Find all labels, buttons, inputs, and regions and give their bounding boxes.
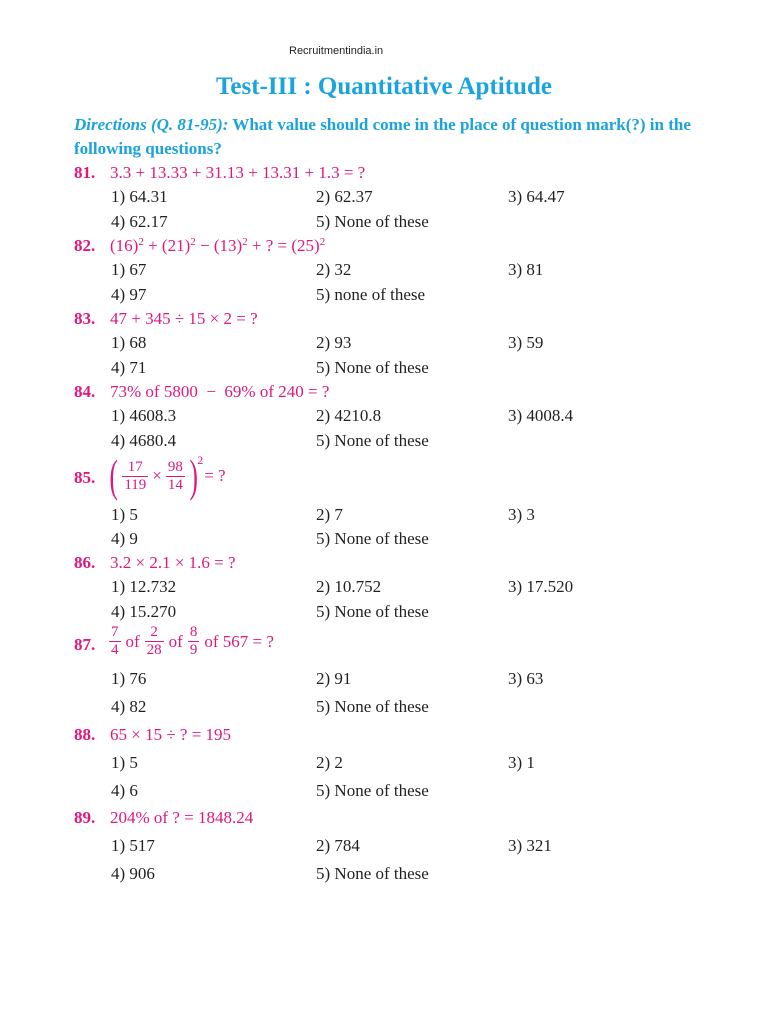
fraction: $\frac{8}{9}$ [189, 624, 198, 658]
question-text: 3.2 × 2.1 × 1.6 = ? [110, 553, 236, 572]
option: 5) None of these [316, 431, 429, 450]
option: 2) 7 [316, 505, 343, 524]
exponent: 2 [197, 453, 204, 467]
site-watermark: Recruitmentindia.in [289, 45, 384, 57]
option: 3) 81 [508, 260, 544, 279]
option: 1) 67 [111, 260, 147, 279]
option: 2) 32 [316, 260, 352, 279]
question-text: $(16)^2 + (21)^2 - (13)^2$ + ? = $(25)^2$ [110, 236, 326, 255]
option: 2) 91 [316, 669, 352, 688]
option: 2) 784 [316, 836, 360, 855]
fraction: $\frac{7}{4}$ [111, 624, 119, 658]
option: 1) 64.31 [111, 187, 168, 206]
question-number: 86. [74, 553, 96, 572]
option: 3) 3 [508, 505, 535, 524]
option: 4) 97 [111, 285, 147, 304]
question-number: 81. [74, 163, 96, 182]
question-text: 3.3 + 13.33 + 31.13 + 13.31 + 1.3 = ? [110, 163, 366, 182]
fraction: $\frac{17}{119}$ [124, 458, 147, 493]
question-number: 82. [74, 236, 96, 255]
fraction: $\frac{98}{14}$ [167, 458, 183, 493]
question-expression: $\frac{7}{4}$ of $\frac{2}{28}$ of $\frac{8}{9}$ of 567 = ? [111, 624, 274, 658]
page-title: Test-III : Quantitative Aptitude [216, 73, 552, 100]
option: 5) None of these [316, 864, 429, 883]
option: 4) 15.270 [111, 602, 177, 621]
fraction: $\frac{2}{28}$ [146, 624, 162, 658]
option: 5) None of these [316, 212, 429, 231]
question-text: 47 + 345 ÷ 15 × 2 = ? [110, 309, 258, 328]
option: 4) 71 [111, 358, 147, 377]
question-85 [74, 450, 374, 503]
option: 1) 12.732 [111, 577, 177, 596]
option: 3) 4008.4 [508, 406, 574, 425]
option: 4) 4680.4 [111, 431, 177, 450]
option: 2) 2 [316, 753, 343, 772]
option: 5) None of these [316, 602, 429, 621]
question-87 [74, 624, 374, 668]
directions-text: What value should come in the place of question mark(?) in the following questions? [74, 115, 691, 158]
option: 1) 4608.3 [111, 406, 177, 425]
option: 2) 10.752 [316, 577, 382, 596]
question-number: 83. [74, 309, 96, 328]
option: 3) 64.47 [508, 187, 565, 206]
option: 5) None of these [316, 781, 429, 800]
option: 2) 4210.8 [316, 406, 382, 425]
option: 3) 1 [508, 753, 535, 772]
option: 1) 5 [111, 505, 138, 524]
left-paren: ( [109, 450, 118, 501]
option: 3) 59 [508, 333, 544, 352]
question-number: 84. [74, 382, 96, 401]
option: 5) None of these [316, 697, 429, 716]
question-expression: ( $\frac{17}{119}$ × $\frac{98}{14}$ ) $^2$ = ? [109, 450, 226, 501]
option: 3) 17.520 [508, 577, 574, 596]
option: 5) None of these [316, 358, 429, 377]
option: 5) None of these [316, 529, 429, 548]
option: 5) none of these [316, 285, 426, 304]
option: 4) 6 [111, 781, 138, 800]
option: 4) 62.17 [111, 212, 168, 231]
option: 2) 93 [316, 333, 352, 352]
question-text: 73% of 5800 − 69% of 240 = ? [110, 382, 330, 401]
directions [74, 113, 714, 161]
option: 2) 62.37 [316, 187, 373, 206]
right-paren: ) [189, 450, 198, 501]
option: 3) 63 [508, 669, 544, 688]
option: 4) 906 [111, 864, 155, 883]
option: 1) 76 [111, 669, 147, 688]
question-text: 65 × 15 ÷ ? = 195 [110, 725, 232, 744]
option: 1) 517 [111, 836, 155, 855]
option: 4) 82 [111, 697, 147, 716]
option: 4) 9 [111, 529, 138, 548]
option: 1) 5 [111, 753, 138, 772]
option: 3) 321 [508, 836, 552, 855]
question-number: 85. [74, 468, 96, 487]
option: 1) 68 [111, 333, 147, 352]
question-number: 88. [74, 725, 96, 744]
question-number: 87. [74, 635, 96, 654]
question-number: 89. [74, 808, 96, 827]
directions-label: Directions (Q. 81-95): [74, 115, 229, 134]
question-text: 204% of ? = 1848.24 [110, 808, 254, 827]
